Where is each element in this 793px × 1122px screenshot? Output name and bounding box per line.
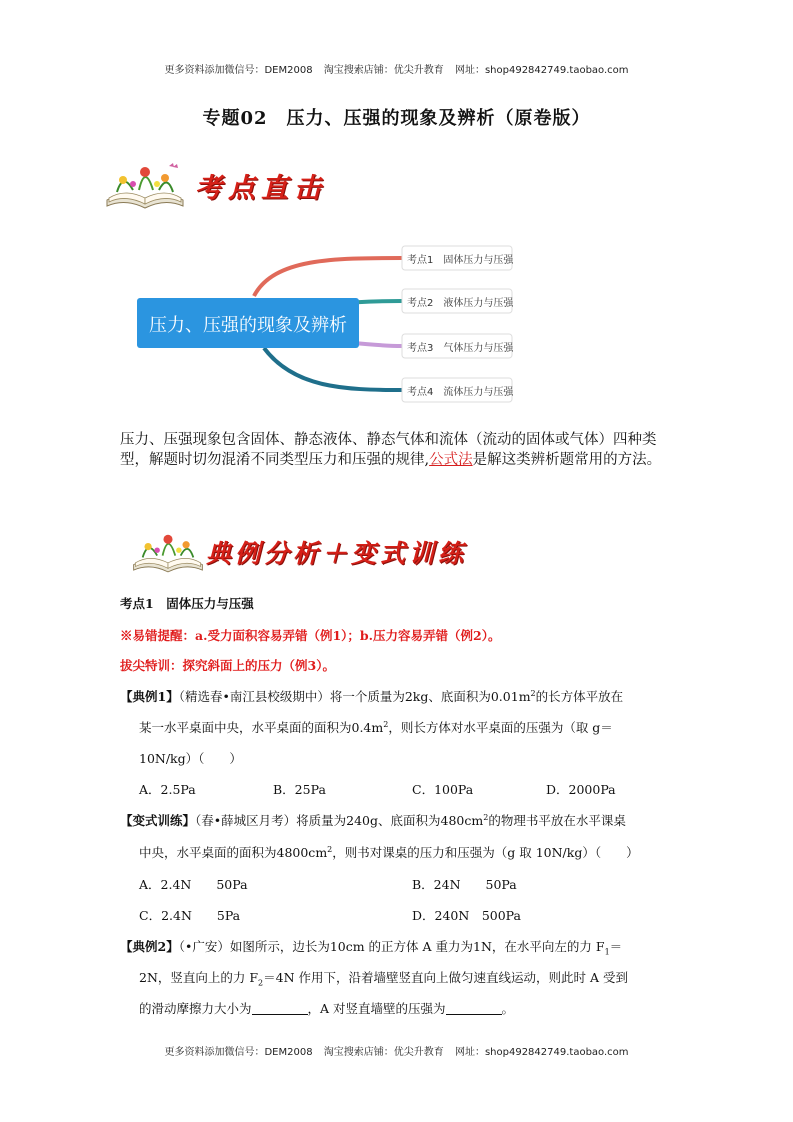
header-wechat: 更多资料添加微信号：DEM2008	[164, 65, 313, 76]
header-taobao: 淘宝搜索店铺：优尖升教育	[323, 65, 444, 76]
mindmap-node-4-label: 考点4 流体压力与压强	[407, 387, 514, 398]
footer-taobao: 淘宝搜索店铺：优尖升教育	[323, 1047, 444, 1058]
page-footer	[0, 1043, 793, 1058]
example2-line1: 【典例2】（•广安）如图所示，边长为10cm 的正方体 A 重力为1N，在水平向左的力 $F_1=$	[120, 939, 623, 957]
example1-line3: 10N/kg）（ ）	[139, 751, 242, 766]
section-banner-1	[103, 160, 523, 214]
book-flowers-icon	[103, 160, 187, 212]
mindmap-node-4	[402, 378, 514, 402]
variant-label: 【变式训练】	[120, 813, 196, 828]
section-title-2: 典例分析＋变式训练	[206, 539, 468, 568]
mindmap-root-label: 压力、压强的现象及辨析	[149, 315, 347, 336]
example1-option-d[interactable]: D．2000Pa	[546, 782, 616, 797]
example2-line2: 2N，竖直向上的力 $F_2=4N$ 作用下，沿着墙壁竖直向上做匀速直线运动，则此时 A 受到	[139, 970, 628, 988]
mindmap-node-3-label: 考点3 气体压力与压强	[407, 343, 514, 354]
intro-text-end: 是解这类辨析题常用的方法。	[472, 452, 662, 468]
footer-wechat: 更多资料添加微信号：DEM2008	[164, 1047, 313, 1058]
mindmap-node-1	[402, 246, 514, 270]
book-flowers-icon	[130, 528, 206, 576]
example1-line2: 某一水平桌面中央，水平桌面的面积为$0.4m^2$，则长方体对水平桌面的压强为（取 g＝	[139, 719, 613, 735]
topic1-tip: ※易错提醒：a.受力面积容易弄错（例1）；b.压力容易弄错（例2）。	[120, 628, 501, 643]
variant-option-c[interactable]: C．2.4N 5Pa	[139, 908, 241, 923]
variant-line2: 中央，水平桌面的面积为$4800cm^2$，则书对课桌的压力和压强为（g 取 10N/kg）（ ）	[139, 844, 639, 860]
variant-line1: 【变式训练】（春•薛城区月考）将质量为240g、底面积为$480cm^2$的物理书平放在水平课桌	[120, 812, 626, 828]
section-title-1: 考点直击	[195, 173, 327, 204]
example1-label: 【典例1】	[120, 689, 179, 704]
example1-option-a[interactable]: A．2.5Pa	[139, 782, 196, 797]
example2-label: 【典例2】	[120, 939, 179, 954]
mindmap-node-2-label: 考点2 液体压力与压强	[407, 298, 514, 309]
mindmap-node-2	[402, 289, 514, 313]
answer-blank-friction[interactable]	[252, 1001, 308, 1015]
topic1-special: 拔尖特训：探究斜面上的压力（例3）。	[120, 658, 335, 673]
example1-line1: 【典例1】（精选春•南江县校级期中）将一个质量为2kg、底面积为$0.01m^2$的长方体平放在	[120, 688, 624, 704]
variant-option-d[interactable]: D．240N 500Pa	[412, 908, 521, 923]
formula-method-link[interactable]: 公式法	[429, 452, 473, 468]
page-title: 专题02 压力、压强的现象及辨析（原卷版）	[202, 108, 591, 129]
answer-blank-pressure[interactable]	[446, 1001, 502, 1015]
intro-paragraph	[120, 430, 680, 470]
header-website[interactable]: 网址：shop492842749.taobao.com	[454, 65, 629, 76]
branch-line-4	[264, 348, 402, 390]
mind-map	[134, 238, 534, 408]
example2-line3: 的滑动摩擦力大小为 ，A 对竖直墙壁的压强为 。	[139, 1001, 515, 1016]
variant-option-b[interactable]: B．24N 50Pa	[412, 877, 517, 892]
variant-option-a[interactable]: A．2.4N 50Pa	[139, 877, 248, 892]
page-header	[0, 61, 793, 76]
branch-line-1	[254, 258, 402, 296]
example1-option-c[interactable]: C．100Pa	[412, 782, 474, 797]
topic1-heading: 考点1 固体压力与压强	[120, 596, 254, 611]
mindmap-node-1-label: 考点1 固体压力与压强	[407, 255, 514, 266]
intro-text: 压力、压强现象包含固体、静态液体、静态气体和流体（流动的固体或气体）四种类型，解题时切勿混淆不同类型压力和压强的规律,	[120, 432, 657, 468]
section-banner-2	[130, 528, 550, 582]
example1-option-b[interactable]: B．25Pa	[273, 782, 326, 797]
footer-website[interactable]: 网址：shop492842749.taobao.com	[454, 1047, 629, 1058]
mindmap-node-3	[402, 334, 514, 358]
